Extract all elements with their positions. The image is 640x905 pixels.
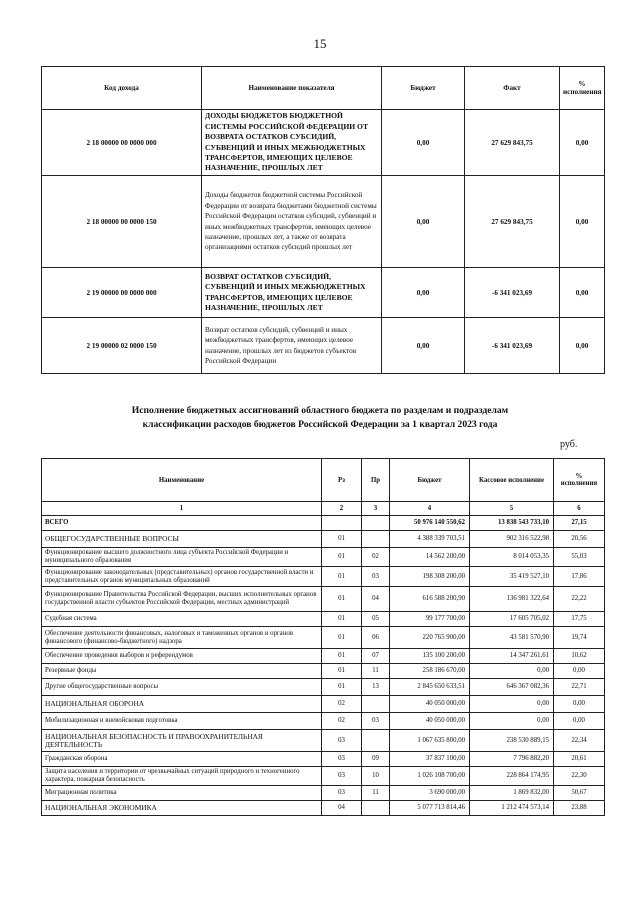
income-name: ВОЗВРАТ ОСТАТКОВ СУБСИДИЙ, СУБВЕНЦИЙ И ИНЫХ МЕЖБЮДЖЕТНЫХ ТРАНСФЕРТОВ, ИМЕЮЩИХ ЦЕЛЕВОЕ НАЗНАЧЕНИЕ, ПРОШЛЫХ ЛЕТ: [202, 268, 382, 318]
expense-budget: 258 186 670,00: [390, 664, 470, 679]
expense-budget: 5 077 713 814,46: [390, 801, 470, 816]
expense-budget: 1 026 108 700,00: [390, 767, 470, 786]
expense-budget: 616 588 200,90: [390, 587, 470, 612]
expense-cash: 35 419 527,10: [470, 567, 554, 587]
expense-name: Функционирование Правительства Российской Федерации, высших исполнительных органов государственной власти субъектов Российской Федерации, местных администраций: [42, 587, 322, 612]
expense-pct: 55,03: [554, 548, 605, 567]
expense-rz: 01: [322, 587, 362, 612]
expense-name: ВСЕГО: [42, 516, 322, 531]
header-name: Наименование: [42, 459, 322, 502]
expense-rz: 01: [322, 548, 362, 567]
table-row: [42, 730, 605, 752]
section-title: [60, 404, 580, 432]
income-pct: 0,00: [560, 176, 605, 268]
table-row: [42, 531, 605, 548]
income-budget: 0,00: [382, 268, 465, 318]
expense-rz: 03: [322, 730, 362, 752]
table-row: [42, 664, 605, 679]
expense-cash: 0,00: [470, 696, 554, 713]
expense-cash: 13 838 543 733,10: [470, 516, 554, 531]
expense-pr: 11: [362, 786, 390, 801]
income-name: Доходы бюджетов бюджетной системы Российской Федерации от возврата бюджетами бюджетной системы Российской Федерации остатков субсидий, субвенций и иных межбюджетных трансфертов, имеющих целевое назначение, прошлых лет, а также от возврата организациями остатков субсидий прошлых лет: [202, 176, 382, 268]
income-fact: 27 629 843,75: [465, 110, 560, 176]
col-number: 6: [554, 502, 605, 516]
income-pct: 0,00: [560, 110, 605, 176]
expense-name: ОБЩЕГОСУДАРСТВЕННЫЕ ВОПРОСЫ: [42, 531, 322, 548]
expense-pr: 07: [362, 649, 390, 664]
expense-name: НАЦИОНАЛЬНАЯ ОБОРОНА: [42, 696, 322, 713]
header-pct: % исполнения: [560, 67, 605, 110]
expense-rz: 02: [322, 713, 362, 730]
expense-cash: 238 530 889,15: [470, 730, 554, 752]
expense-cash: 1 212 474 573,14: [470, 801, 554, 816]
expense-budget: 99 177 700,00: [390, 612, 470, 627]
table-row: [42, 612, 605, 627]
expense-budget: 198 308 200,00: [390, 567, 470, 587]
expense-cash: 1 869 832,00: [470, 786, 554, 801]
header-name: Наименование показателя: [202, 67, 382, 110]
expense-name: Гражданская оборона: [42, 752, 322, 767]
expense-pr: 03: [362, 567, 390, 587]
col-number: 4: [390, 502, 470, 516]
expense-table-header: [42, 459, 605, 502]
expense-name: Обеспечение проведения выборов и референдумов: [42, 649, 322, 664]
expense-pct: 22,30: [554, 767, 605, 786]
section-title-line-1: Исполнение бюджетных ассигнований областного бюджета по разделам и подразделам: [131, 405, 509, 416]
expense-pct: 22,34: [554, 730, 605, 752]
expense-budget: 14 562 200,00: [390, 548, 470, 567]
expense-rz: 04: [322, 801, 362, 816]
expense-rz: 01: [322, 531, 362, 548]
expense-budget: 135 100 200,00: [390, 649, 470, 664]
expense-name: Функционирование высшего должностного лица субъекта Российской Федерации и муниципального образования: [42, 548, 322, 567]
expense-pr: 04: [362, 587, 390, 612]
table-row: [42, 176, 605, 268]
page-number: 15: [313, 36, 327, 51]
column-numbers-row: [42, 502, 605, 516]
table-row: [42, 786, 605, 801]
expense-pr: 09: [362, 752, 390, 767]
expense-budget: 4 388 339 703,51: [390, 531, 470, 548]
expense-pct: 0,00: [554, 713, 605, 730]
income-fact: -6 341 023,69: [465, 318, 560, 374]
expense-cash: 646 367 082,36: [470, 679, 554, 696]
table-row: [42, 587, 605, 612]
income-fact: 27 629 843,75: [465, 176, 560, 268]
expense-budget: 2 845 650 633,51: [390, 679, 470, 696]
expense-pct: 20,56: [554, 531, 605, 548]
header-budget: Бюджет: [390, 459, 470, 502]
table-row: [42, 627, 605, 649]
expense-pct: 27,15: [554, 516, 605, 531]
unit-label: руб.: [560, 439, 578, 450]
expense-pr: [362, 531, 390, 548]
col-number: 3: [362, 502, 390, 516]
income-name: ДОХОДЫ БЮДЖЕТОВ БЮДЖЕТНОЙ СИСТЕМЫ РОССИЙСКОЙ ФЕДЕРАЦИИ ОТ ВОЗВРАТА ОСТАТКОВ СУБСИДИЙ, СУБВЕНЦИЙ И ИНЫХ МЕЖБЮДЖЕТНЫХ ТРАНСФЕРТОВ, ИМЕЮЩИХ ЦЕЛЕВОЕ НАЗНАЧЕНИЕ, ПРОШЛЫХ ЛЕТ: [202, 110, 382, 176]
expense-pct: 10,62: [554, 649, 605, 664]
income-code: 2 19 00000 02 0000 150: [42, 318, 202, 374]
expense-name: Миграционная политика: [42, 786, 322, 801]
expense-cash: 902 316 522,98: [470, 531, 554, 548]
expense-cash: 0,00: [470, 664, 554, 679]
header-cash: Кассовое исполнение: [470, 459, 554, 502]
table-row: [42, 801, 605, 816]
header-rz: Рз: [322, 459, 362, 502]
income-code: 2 18 00000 00 0000 000: [42, 110, 202, 176]
expense-cash: 8 014 053,35: [470, 548, 554, 567]
expense-pr: 02: [362, 548, 390, 567]
income-table: [41, 66, 605, 374]
col-number: 5: [470, 502, 554, 516]
table-row: [42, 110, 605, 176]
expense-pr: 06: [362, 627, 390, 649]
expense-cash: 0,00: [470, 713, 554, 730]
expense-cash: 17 605 705,02: [470, 612, 554, 627]
expense-rz: 03: [322, 752, 362, 767]
expense-pct: 17,75: [554, 612, 605, 627]
table-row: [42, 318, 605, 374]
expense-name: Функционирование законодательных (представительных) органов государственной власти и представительных органов муниципальных образований: [42, 567, 322, 587]
expense-name: Судебная система: [42, 612, 322, 627]
expense-budget: 40 050 000,00: [390, 713, 470, 730]
expense-cash: 14 347 261,61: [470, 649, 554, 664]
table-row: [42, 752, 605, 767]
expense-pr: 03: [362, 713, 390, 730]
table-row: [42, 713, 605, 730]
table-row: [42, 548, 605, 567]
expense-pr: 10: [362, 767, 390, 786]
income-pct: 0,00: [560, 268, 605, 318]
table-row: [42, 679, 605, 696]
expense-pr: [362, 730, 390, 752]
header-pr: Пр: [362, 459, 390, 502]
expense-name: НАЦИОНАЛЬНАЯ ЭКОНОМИКА: [42, 801, 322, 816]
expense-pct: 17,86: [554, 567, 605, 587]
expense-pr: 11: [362, 664, 390, 679]
section-title-line-2: классификации расходов бюджетов Российской Федерации за 1 квартал 2023 года: [142, 419, 498, 430]
expense-cash: 228 864 174,95: [470, 767, 554, 786]
expense-pct: 23,88: [554, 801, 605, 816]
header-pct: % исполнения: [554, 459, 605, 502]
expense-pr: 05: [362, 612, 390, 627]
expense-pr: [362, 801, 390, 816]
expense-rz: 01: [322, 664, 362, 679]
income-pct: 0,00: [560, 318, 605, 374]
expense-rz: 03: [322, 786, 362, 801]
expense-cash: 43 581 570,90: [470, 627, 554, 649]
expense-pct: 19,74: [554, 627, 605, 649]
expense-name: НАЦИОНАЛЬНАЯ БЕЗОПАСНОСТЬ И ПРАВООХРАНИТЕЛЬНАЯ ДЕЯТЕЛЬНОСТЬ: [42, 730, 322, 752]
expense-budget: 50 976 140 550,62: [390, 516, 470, 531]
expense-pr: [362, 516, 390, 531]
income-name: Возврат остатков субсидий, субвенций и иных межбюджетных трансфертов, имеющих целевое назначение, прошлых лет из бюджетов субъектов Российской Федерации: [202, 318, 382, 374]
col-number: 2: [322, 502, 362, 516]
expense-rz: 01: [322, 627, 362, 649]
expense-budget: 40 050 000,00: [390, 696, 470, 713]
expense-cash: 7 796 882,20: [470, 752, 554, 767]
income-budget: 0,00: [382, 318, 465, 374]
income-code: 2 18 00000 00 0000 150: [42, 176, 202, 268]
expense-budget: 220 765 900,00: [390, 627, 470, 649]
expense-rz: 01: [322, 649, 362, 664]
expense-name: Резервные фонды: [42, 664, 322, 679]
table-row: [42, 696, 605, 713]
expense-pct: 0,00: [554, 696, 605, 713]
total-row: [42, 516, 605, 531]
expense-budget: 37 837 100,00: [390, 752, 470, 767]
expense-pct: 22,22: [554, 587, 605, 612]
income-budget: 0,00: [382, 176, 465, 268]
expense-table: [41, 458, 605, 816]
income-fact: -6 341 023,69: [465, 268, 560, 318]
expense-name: Мобилизационная и вневойсковая подготовка: [42, 713, 322, 730]
expense-rz: 03: [322, 767, 362, 786]
expense-cash: 136 981 322,64: [470, 587, 554, 612]
expense-rz: 01: [322, 567, 362, 587]
header-budget: Бюджет: [382, 67, 465, 110]
expense-rz: 02: [322, 696, 362, 713]
expense-name: Обеспечение деятельности финансовых, налоговых и таможенных органов и органов финансового (финансово-бюджетного) надзора: [42, 627, 322, 649]
col-number: 1: [42, 502, 322, 516]
table-row: [42, 767, 605, 786]
expense-budget: 3 690 000,00: [390, 786, 470, 801]
expense-pct: 0,00: [554, 664, 605, 679]
table-row: [42, 567, 605, 587]
expense-rz: [322, 516, 362, 531]
table-row: [42, 268, 605, 318]
header-code: Код дохода: [42, 67, 202, 110]
expense-rz: 01: [322, 679, 362, 696]
income-table-header: [42, 67, 605, 110]
expense-budget: 1 067 635 800,00: [390, 730, 470, 752]
expense-name: Другие общегосударственные вопросы: [42, 679, 322, 696]
expense-pct: 50,67: [554, 786, 605, 801]
expense-pr: 13: [362, 679, 390, 696]
expense-pr: [362, 696, 390, 713]
expense-rz: 01: [322, 612, 362, 627]
expense-table-body: [42, 502, 605, 816]
expense-pct: 22,71: [554, 679, 605, 696]
income-budget: 0,00: [382, 110, 465, 176]
table-row: [42, 649, 605, 664]
expense-name: Защита населения и территории от чрезвычайных ситуаций природного и техногенного характера, пожарная безопасность: [42, 767, 322, 786]
income-code: 2 19 00000 00 0000 000: [42, 268, 202, 318]
header-fact: Факт: [465, 67, 560, 110]
expense-pct: 20,61: [554, 752, 605, 767]
